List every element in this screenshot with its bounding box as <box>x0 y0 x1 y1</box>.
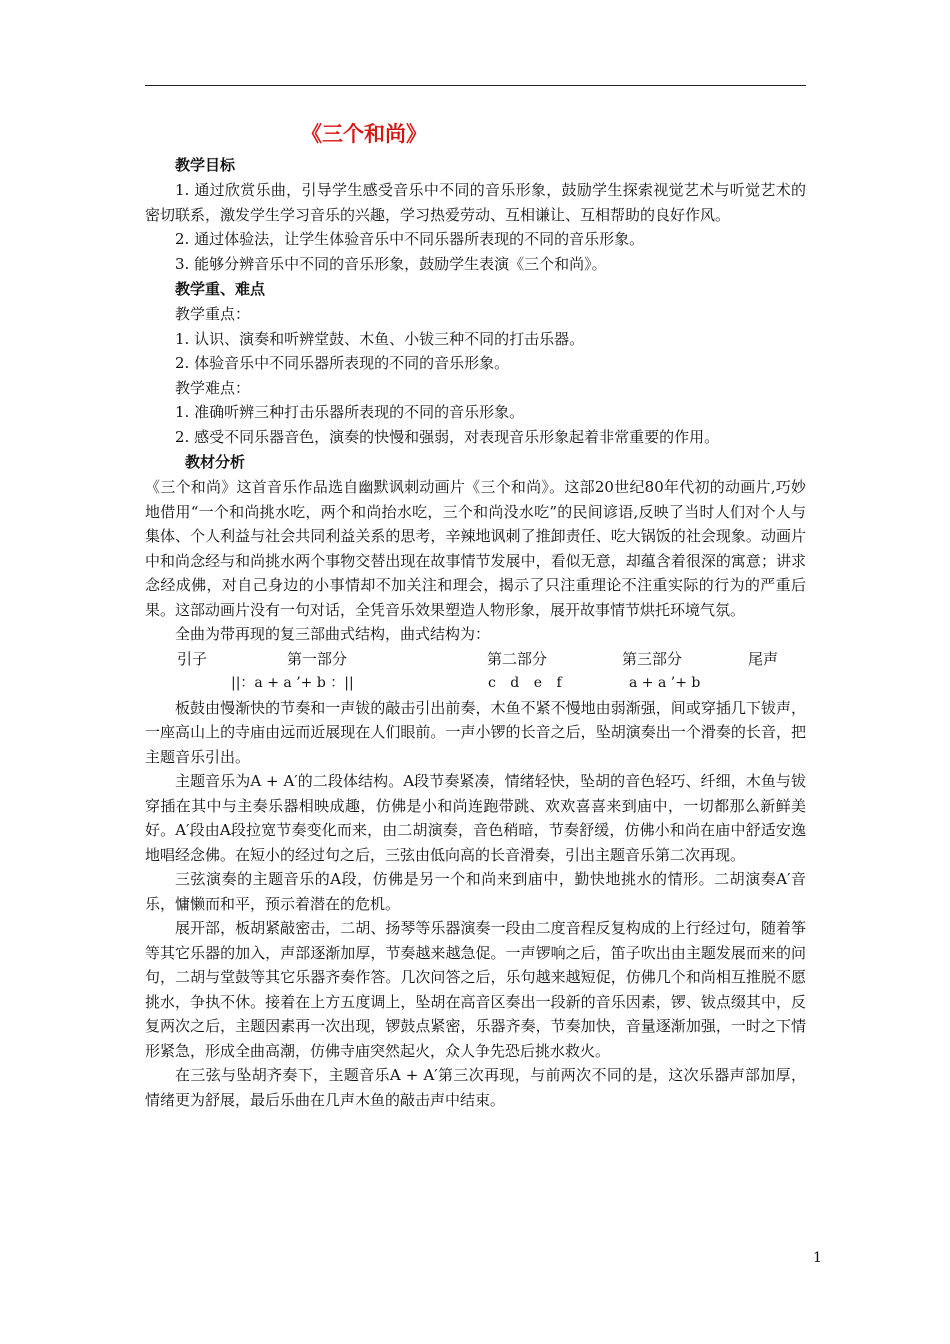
analysis-paragraph: 展开部，板胡紧敲密击，二胡、扬琴等乐器演奏一段由二度音程反复构成的上行经过句，随着筝等其它乐器的加入，声部逐渐加厚，节奏越来越急促。一声锣响之后，笛子吹出由主题发展而来的问句，二胡与堂鼓等其它乐器齐奏作答。几次问答之后，乐句越来越短促，仿佛几个和尚相互推脱不愿挑水，争执不休。接着在上方五度调上，坠胡在高音区奏出一段新的音乐因素，锣、钹点缀其中，反复两次之后，主题因素再一次出现，锣鼓点紧密，乐器齐奏，节奏加快，音量逐渐加强，一时之下情形紧急，形成全曲高潮，仿佛寺庙突然起火，众人争先恐后挑水救火。 <box>145 919 806 1060</box>
page-number: 1 <box>813 1250 822 1266</box>
difficult-label: 教学难点： <box>175 378 251 397</box>
structure-label: 第一部分 <box>287 649 348 668</box>
structure-label: 第二部分 <box>487 649 548 668</box>
structure-form: a + a ’+ b <box>629 675 701 691</box>
structure-label: 第三部分 <box>622 649 683 668</box>
analysis-heading: 教材分析 <box>185 453 246 471</box>
objective-item: 2. 通过体验法，让学生体验音乐中不同乐器所表现的不同的音乐形象。 <box>175 230 645 248</box>
document-body <box>145 118 806 1112</box>
structure-forms-row <box>145 671 806 696</box>
key-item: 1. 认识、演奏和听辨堂鼓、木鱼、小钹三种不同的打击乐器。 <box>175 329 585 348</box>
document-title: 《三个和尚》 <box>301 121 427 146</box>
objectives-heading: 教学目标 <box>175 156 236 174</box>
structure-labels-row <box>145 647 806 672</box>
objective-item: 1. 通过欣赏乐曲，引导学生感受音乐中不同的音乐形象，鼓励学生探索视觉艺术与听觉艺术的密切联系，激发学生学习音乐的兴趣，学习热爱劳动、互相谦让、互相帮助的良好作风。 <box>145 181 806 224</box>
difficult-item: 1. 准确听辨三种打击乐器所表现的不同的音乐形象。 <box>175 403 525 421</box>
structure-form: ||：a + a ’+ b ：|| <box>231 675 354 691</box>
structure-label: 尾声 <box>748 649 779 668</box>
structure-form: c d e f <box>488 675 562 691</box>
analysis-intro: 《三个和尚》这首音乐作品选自幽默讽刺动画片《三个和尚》。这部20世纪80年代初的动画片,巧妙地借用“一个和尚挑水吃，两个和尚抬水吃，三个和尚没水吃”的民间谚语,反映了当时人们对个人与集体、个人利益与社会共同利益关系的思考，辛辣地讽刺了推卸责任、吃大锅饭的社会现象。动画片中和尚念经与和尚挑水两个事物交替出现在故事情节发展中，看似无意，却蕴含着很深的寓意；讲求念经成佛，对自己身边的小事情却不加关注和理会，揭示了只注重理论不注重实际的行为的严重后果。这部动画片没有一句对话，全凭音乐效果塑造人物形象，展开故事情节烘托环境气氛。 <box>145 478 806 619</box>
analysis-paragraph: 在三弦与坠胡齐奏下，主题音乐A + A′第三次再现，与前两次不同的是，这次乐器声部加厚，情绪更为舒展，最后乐曲在几声木鱼的敲击声中结束。 <box>145 1066 806 1109</box>
header-rule <box>145 85 806 86</box>
structure-intro: 全曲为带再现的复三部曲式结构，曲式结构为： <box>175 625 491 643</box>
key-label: 教学重点： <box>175 305 251 323</box>
analysis-paragraph: 板鼓由慢渐快的节奏和一声钹的敲击引出前奏，木鱼不紧不慢地由弱渐强，间或穿插几下钹声，一座高山上的寺庙由远而近展现在人们眼前。一声小锣的长音之后，坠胡演奏出一个滑奏的长音，把主题音乐引出。 <box>145 698 806 766</box>
objective-item: 3. 能够分辨音乐中不同的音乐形象，鼓励学生表演《三个和尚》。 <box>175 254 607 273</box>
structure-label: 引子 <box>177 649 208 668</box>
difficult-item: 2. 感受不同乐器音色，演奏的快慢和强弱，对表现音乐形象起着非常重要的作用。 <box>175 427 720 446</box>
keypoints-heading: 教学重、难点 <box>175 280 266 298</box>
key-item: 2. 体验音乐中不同乐器所表现的不同的音乐形象。 <box>175 354 510 372</box>
analysis-paragraph: 三弦演奏的主题音乐的A段，仿佛是另一个和尚来到庙中，勤快地挑水的情形。二胡演奏A′音乐，慵懒而和平，预示着潜在的危机。 <box>145 870 806 913</box>
analysis-paragraph: 主题音乐为A + A′的二段体结构。A段节奏紧凑，情绪轻快，坠胡的音色轻巧、纤细，木鱼与钹穿插在其中与主奏乐器相映成趣，仿佛是小和尚连跑带跳、欢欢喜喜来到庙中，一切都那么新鲜美好。A′段由A段拉宽节奏变化而来，由二胡演奏，音色稍暗，节奏舒缓，仿佛小和尚在庙中舒适安逸地唱经念佛。在短小的经过句之后，三弦由低向高的长音滑奏，引出主题音乐第二次再现。 <box>145 772 806 864</box>
